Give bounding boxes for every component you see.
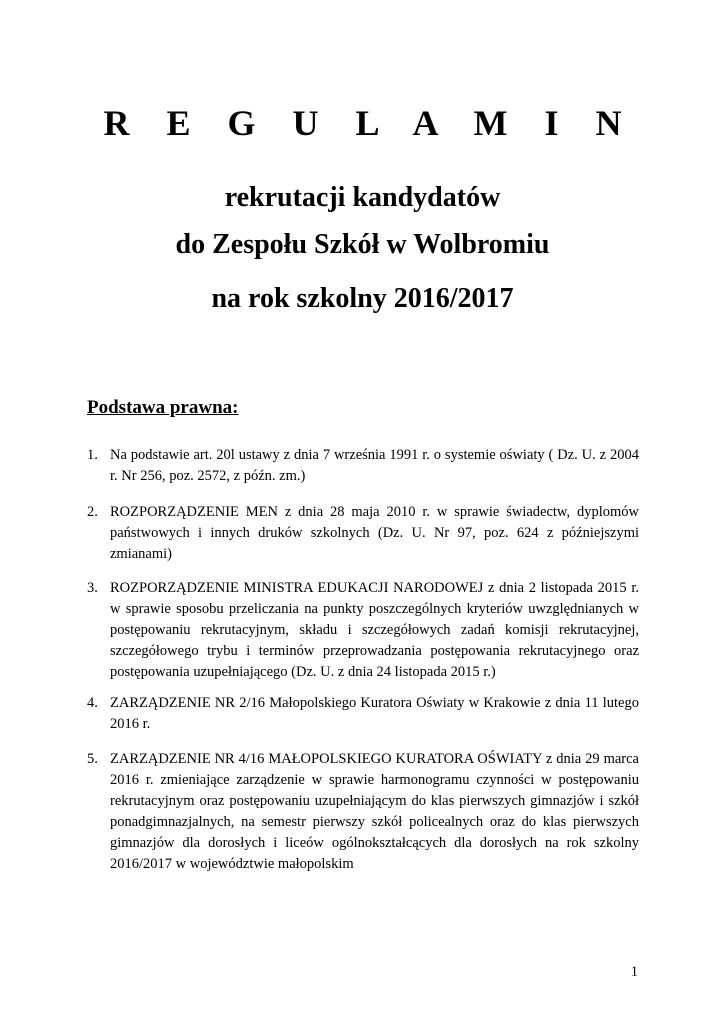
item-number: 3. bbox=[87, 580, 98, 596]
item-number: 5. bbox=[87, 751, 98, 767]
page-number: 1 bbox=[630, 964, 638, 980]
subtitle-line-1: rekrutacji kandydatów bbox=[224, 182, 501, 213]
item-text: ROZPORZĄDZENIE MINISTRA EDUKACJI NARODOWEJ z dnia 2 listopada 2015 r. w sprawie sposobu przeliczania na punkty poszczególnych kryteriów uwzględnianych w postępowaniu rekrutacyjnym, składu i szczegółowych zadań komisji rekrutacyjnej, szczegółowego trybu i terminów przeprowadzania postępowania rekrutacyjnego oraz postępowania uzupełniającego (Dz. U. z dnia 24 listopada 2015 r.) bbox=[110, 580, 639, 680]
item-text: Na podstawie art. 20l ustawy z dnia 7 września 1991 r. o systemie oświaty ( Dz. U. z 2004 r. Nr 256, poz. 2572, z późn. zm.) bbox=[110, 447, 639, 484]
legal-basis-item bbox=[87, 749, 639, 875]
legal-basis-item bbox=[87, 693, 639, 735]
item-text: ZARZĄDZENIE NR 4/16 MAŁOPOLSKIEGO KURATORA OŚWIATY z dnia 29 marca 2016 r. zmieniające zarządzenie w sprawie harmonogramu czynności w postępowaniu rekrutacyjnym oraz postępowaniu uzupełniającym do klas pierwszych gimnazjów i szkół ponadgimnazjalnych, na semestr pierwszy szkół policealnych oraz do klas pierwszych gimnazjów dla dorosłych i liceów ogólnokształcących dla dorosłych na rok szkolny 2016/2017 w województwie małopolskim bbox=[110, 751, 639, 872]
item-number: 4. bbox=[87, 695, 98, 711]
item-number: 2. bbox=[87, 504, 98, 520]
item-text: ZARZĄDZENIE NR 2/16 Małopolskiego Kuratora Oświaty w Krakowie z dnia 11 lutego 2016 r. bbox=[110, 695, 639, 732]
subtitle-line-2: do Zespołu Szkół w Wolbromiu bbox=[175, 229, 550, 260]
item-number: 1. bbox=[87, 447, 98, 463]
legal-basis-item bbox=[87, 578, 639, 683]
legal-basis-item bbox=[87, 445, 639, 487]
legal-basis-item bbox=[87, 502, 639, 565]
item-text: ROZPORZĄDZENIE MEN z dnia 28 maja 2010 r. w sprawie świadectw, dyplomów państwowych i innych druków szkolnych (Dz. U. Nr 97, poz. 624 z późniejszymi zmianami) bbox=[110, 504, 639, 562]
subtitle-line-3: na rok szkolny 2016/2017 bbox=[211, 283, 514, 314]
document-title: R E G U L A M I N bbox=[103, 103, 636, 143]
legal-basis-heading: Podstawa prawna: bbox=[87, 397, 239, 418]
